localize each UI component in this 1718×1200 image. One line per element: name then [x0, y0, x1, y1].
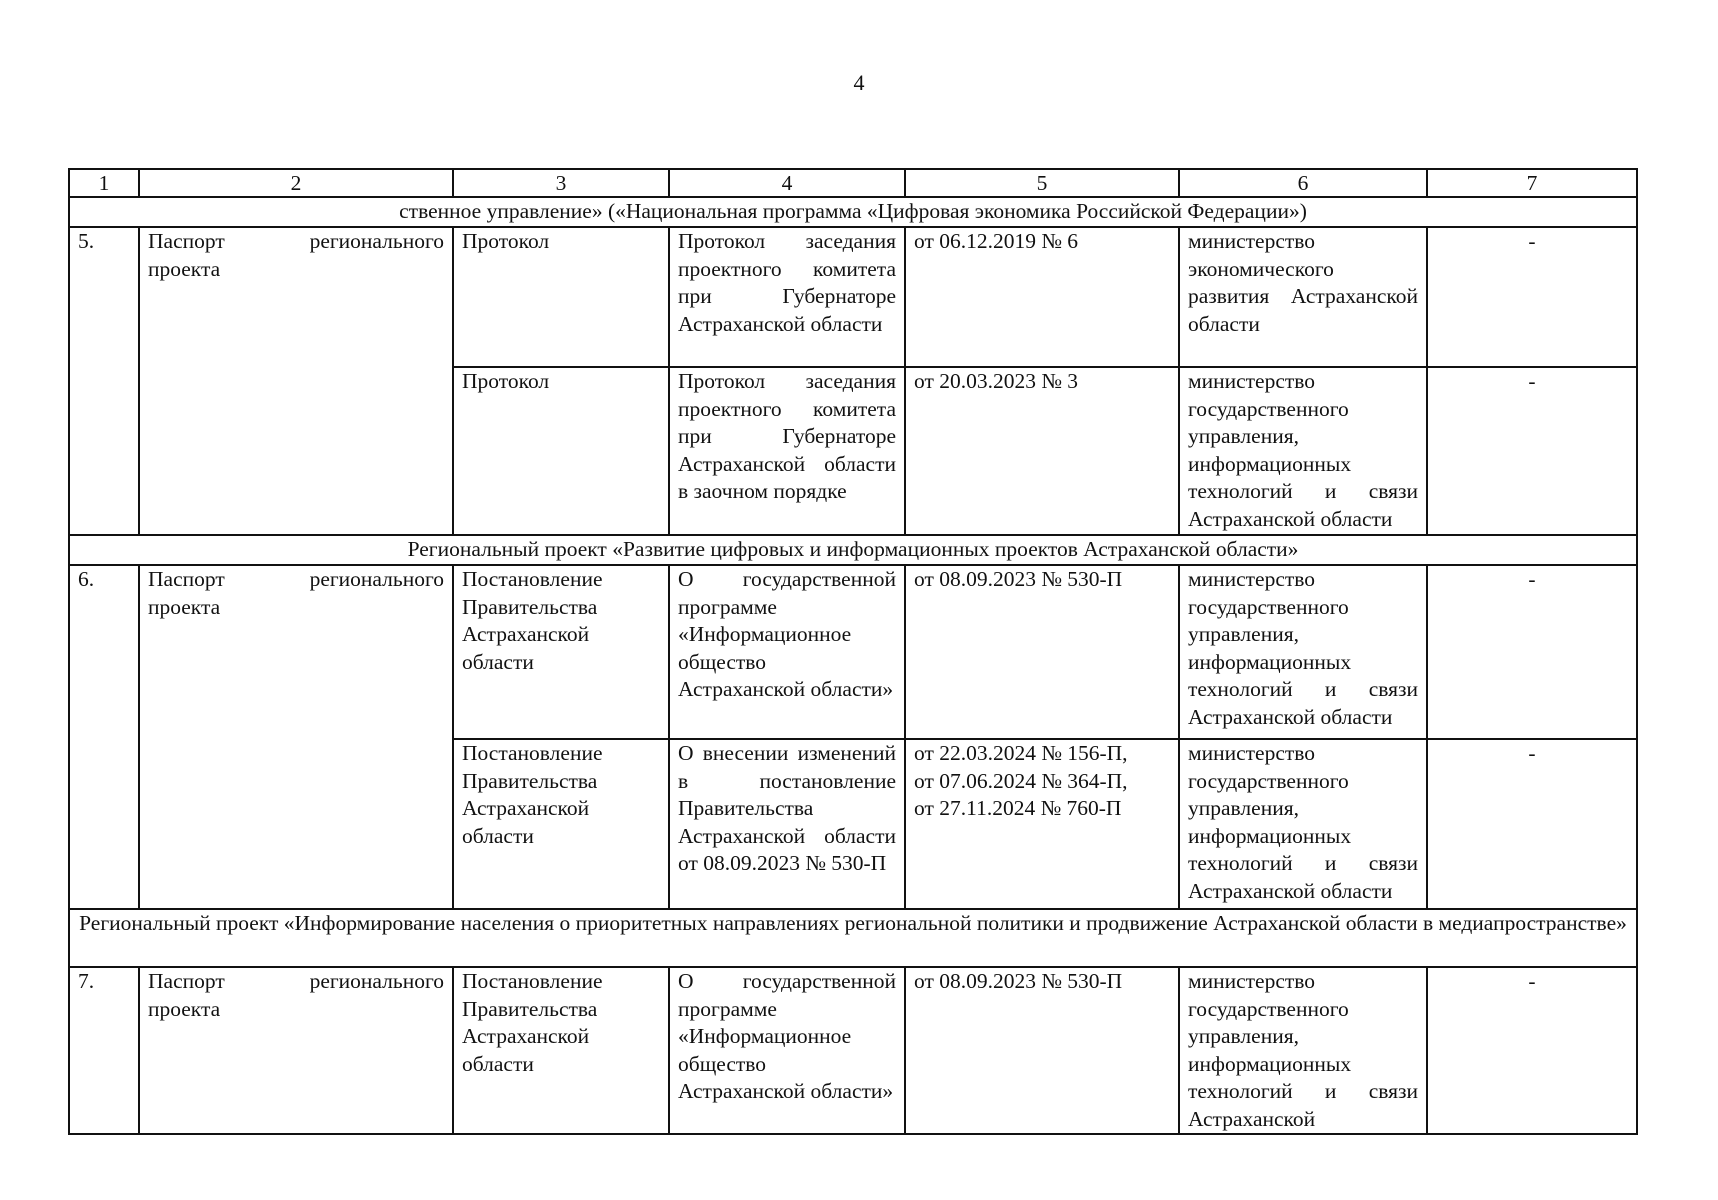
act-details: от 20.03.2023 № 3	[905, 367, 1179, 535]
row-number: 7.	[69, 967, 139, 1134]
act-name: Протокол заседания проектного комитета при Губернаторе Астраханской области	[669, 227, 905, 367]
column-header: 7	[1427, 169, 1637, 197]
documents-table	[68, 168, 1638, 1135]
section-title: Региональный проект «Развитие цифровых и информационных проектов Астраханской области»	[69, 535, 1637, 565]
note-cell: -	[1427, 227, 1637, 367]
responsible-org: министерство государственного управления, информационных технологий и связи Астраханской области	[1179, 739, 1427, 909]
row-number: 6.	[69, 565, 139, 909]
note-cell: -	[1427, 967, 1637, 1134]
note-cell: -	[1427, 367, 1637, 535]
document-kind-word: Паспорт	[148, 229, 225, 253]
act-name: Протокол заседания проектного комитета при Губернаторе Астраханской области в заочном порядке	[669, 367, 905, 535]
section-row	[69, 909, 1637, 967]
act-type: Постановление Правительства Астраханской области	[453, 739, 669, 909]
act-name: О государственной программе «Информационное общество Астраханской области»	[669, 967, 905, 1134]
document-kind-word: проекта	[148, 996, 221, 1021]
document-kind-word: проекта	[148, 594, 221, 619]
table-row	[69, 967, 1637, 1134]
document-kind-word: Паспорт	[148, 969, 225, 993]
column-header: 2	[139, 169, 453, 197]
act-details: от 08.09.2023 № 530-П	[905, 565, 1179, 739]
row-number: 5.	[69, 227, 139, 535]
act-name: О внесении изменений в постановление Правительства Астраханской области от 08.09.2023 № 530-П	[669, 739, 905, 909]
table-header-row	[69, 169, 1637, 197]
column-header: 3	[453, 169, 669, 197]
column-header: 5	[905, 169, 1179, 197]
act-details: от 22.03.2024 № 156-П, от 07.06.2024 № 364-П, от 27.11.2024 № 760-П	[905, 739, 1179, 909]
note-cell: -	[1427, 565, 1637, 739]
act-type: Протокол	[453, 227, 669, 367]
section-title: Региональный проект «Информирование населения о приоритетных направлениях региональной политики и продвижение Астраханской области в медиапространстве»	[69, 909, 1637, 967]
table-row	[69, 227, 1637, 367]
page-number: 4	[853, 70, 865, 95]
section-row	[69, 197, 1637, 227]
act-type: Протокол	[453, 367, 669, 535]
act-details: от 08.09.2023 № 530-П	[905, 967, 1179, 1134]
document-kind-word: Паспорт	[148, 567, 225, 591]
section-title: ственное управление» («Национальная программа «Цифровая экономика Российской Федерации»)	[69, 197, 1637, 227]
document-kind-word: регионального	[309, 229, 444, 253]
column-header: 1	[69, 169, 139, 197]
document-kind-word: проекта	[148, 256, 221, 281]
act-type: Постановление Правительства Астраханской области	[453, 967, 669, 1134]
table-row	[69, 565, 1637, 739]
responsible-org: министерство государственного управления, информационных технологий и связи Астраханской области	[1179, 367, 1427, 535]
document-kind-word: регионального	[309, 969, 444, 993]
document-kind-cell	[139, 967, 453, 1134]
document-kind-word: регионального	[309, 567, 444, 591]
note-cell: -	[1427, 739, 1637, 909]
act-details: от 06.12.2019 № 6	[905, 227, 1179, 367]
section-row	[69, 535, 1637, 565]
act-name: О государственной программе «Информационное общество Астраханской области»	[669, 565, 905, 739]
responsible-org: министерство государственного управления, информационных технологий и связи Астраханской области	[1179, 565, 1427, 739]
act-type: Постановление Правительства Астраханской области	[453, 565, 669, 739]
document-kind-cell	[139, 227, 453, 535]
responsible-org: министерство государственного управления, информационных технологий и связи Астраханской	[1179, 967, 1427, 1134]
column-header: 6	[1179, 169, 1427, 197]
column-header: 4	[669, 169, 905, 197]
document-kind-cell	[139, 565, 453, 909]
responsible-org: министерство экономического развития Астраханской области	[1179, 227, 1427, 367]
